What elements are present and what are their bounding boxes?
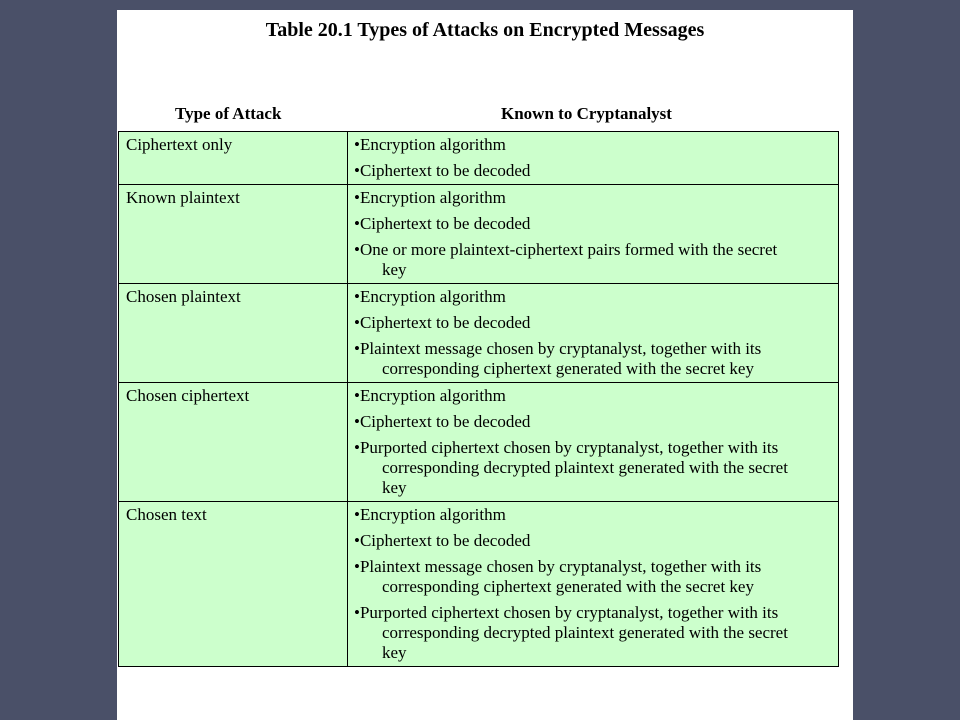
known-items-cell: [348, 284, 839, 383]
known-item: [354, 412, 831, 432]
known-items-cell: [348, 502, 839, 667]
known-item-text: •Purported ciphertext chosen by cryptanalyst, together with its: [354, 438, 779, 457]
table-title: Table 20.1 Types of Attacks on Encrypted Messages: [265, 19, 705, 41]
known-item: [354, 287, 831, 307]
known-item: [354, 161, 831, 181]
attack-type-cell: Chosen plaintext: [119, 284, 348, 383]
known-item: [354, 313, 831, 333]
known-item-text: •Encryption algorithm: [354, 386, 506, 405]
known-item: [354, 438, 831, 498]
known-item-text: •Ciphertext to be decoded: [354, 161, 531, 180]
known-item-text: •Encryption algorithm: [354, 505, 506, 524]
known-item-text: •Ciphertext to be decoded: [354, 313, 531, 332]
known-item-text: •Ciphertext to be decoded: [354, 214, 531, 233]
known-item: [354, 531, 831, 551]
attacks-table: [118, 131, 839, 667]
known-item-continuation: corresponding ciphertext generated with the secret key: [382, 577, 754, 596]
known-item-text: •Plaintext message chosen by cryptanalyst, together with its: [354, 557, 762, 576]
known-item-continuation: corresponding decrypted plaintext generated with the secret: [382, 623, 788, 642]
known-item-continuation: corresponding decrypted plaintext generated with the secret: [382, 458, 788, 477]
known-item: [354, 386, 831, 406]
attack-type-cell: Ciphertext only: [119, 132, 348, 185]
column-header-known-to-cryptanalyst: Known to Cryptanalyst: [501, 104, 672, 123]
known-item: [354, 339, 831, 379]
known-items-cell: [348, 383, 839, 502]
table-row: [119, 132, 839, 185]
attack-type-cell: Known plaintext: [119, 185, 348, 284]
known-item: [354, 214, 831, 234]
known-item: [354, 188, 831, 208]
known-item-text: •Ciphertext to be decoded: [354, 412, 531, 431]
known-item-text: •Encryption algorithm: [354, 287, 506, 306]
known-item-text: •Encryption algorithm: [354, 188, 506, 207]
known-item-text: •Encryption algorithm: [354, 135, 506, 154]
attacks-table-body: [119, 132, 839, 667]
table-row: [119, 284, 839, 383]
column-header-type-of-attack: Type of Attack: [175, 104, 282, 123]
known-item-continuation: key: [382, 478, 407, 497]
table-row: [119, 383, 839, 502]
known-item: [354, 505, 831, 525]
known-item: [354, 240, 831, 280]
known-item-continuation: corresponding ciphertext generated with the secret key: [382, 359, 754, 378]
known-item: [354, 557, 831, 597]
document-page: [117, 10, 853, 720]
table-row: [119, 502, 839, 667]
attack-type-cell: Chosen text: [119, 502, 348, 667]
known-item: [354, 135, 831, 155]
known-item-text: •Plaintext message chosen by cryptanalyst, together with its: [354, 339, 762, 358]
known-item-text: •One or more plaintext-ciphertext pairs formed with the secret: [354, 240, 778, 259]
attack-type-cell: Chosen ciphertext: [119, 383, 348, 502]
known-item-continuation: key: [382, 643, 407, 662]
known-items-cell: [348, 185, 839, 284]
known-item-continuation: key: [382, 260, 407, 279]
known-items-cell: [348, 132, 839, 185]
known-item: [354, 603, 831, 663]
known-item-text: •Ciphertext to be decoded: [354, 531, 531, 550]
known-item-text: •Purported ciphertext chosen by cryptanalyst, together with its: [354, 603, 779, 622]
table-row: [119, 185, 839, 284]
